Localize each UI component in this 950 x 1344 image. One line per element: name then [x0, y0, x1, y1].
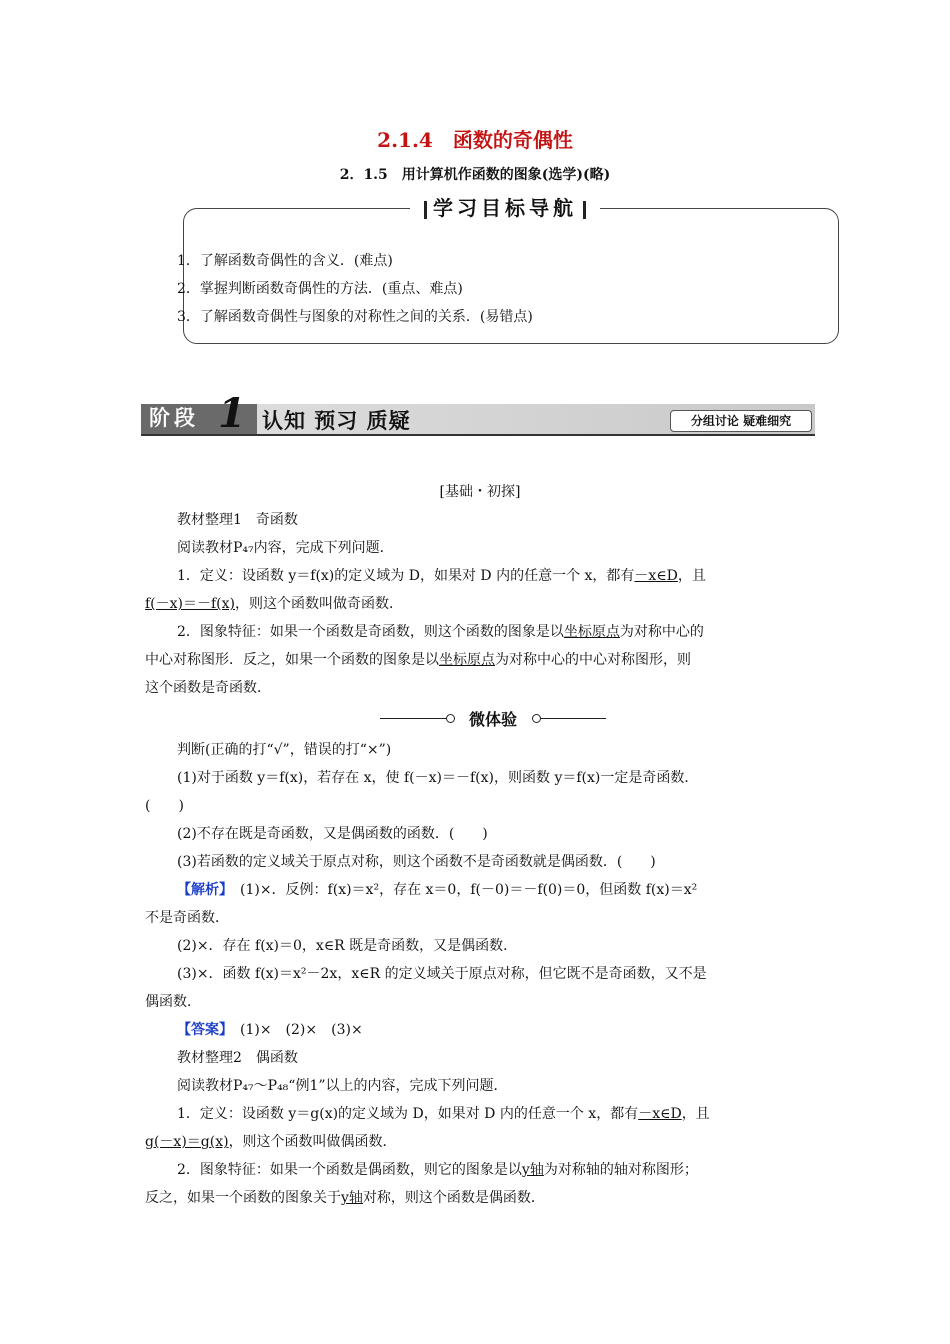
even-graph-feature-cont: 反之，如果一个函数的图象关于y轴对称，则这个函数是偶函数． — [145, 1190, 545, 1206]
heading-bar-right — [583, 201, 586, 219]
analysis-1-cont: 不是奇函数． — [145, 910, 229, 926]
circle-icon — [446, 714, 455, 723]
stage-text: 认知 预习 质疑 — [262, 408, 411, 433]
goal-item: 3．了解函数奇偶性与图象的对称性之间的关系．(易错点) — [177, 309, 533, 325]
question-1-blank: ( ) — [145, 798, 184, 814]
divider — [380, 718, 446, 719]
page-title: 2.1.4 函数的奇偶性 — [377, 128, 573, 152]
question-2: (2)不存在既是奇函数，又是偶函数的函数．( ) — [177, 826, 488, 842]
analysis-3-cont: 偶函数． — [145, 994, 201, 1010]
analysis-label: 【解析】 — [177, 882, 226, 898]
analysis-2: (2)×．存在 f(x)＝0，x∈R 既是奇函数，又是偶函数． — [177, 938, 518, 954]
goal-item: 1．了解函数奇偶性的含义．(难点) — [177, 253, 393, 269]
judge-instruction: 判断(正确的打“√”，错误的打“×”) — [177, 742, 392, 758]
textbook-section-2-title: 教材整理2 偶函数 — [177, 1050, 298, 1066]
odd-graph-feature-cont: 中心对称图形．反之，如果一个函数的图象是以坐标原点为对称中心的中心对称图形，则 — [145, 652, 691, 668]
page-subtitle: 2．1.5 用计算机作函数的图象(选学)(略) — [339, 167, 611, 183]
learning-goals-heading: 学习目标导航 — [410, 194, 600, 222]
section-basics: [基础・初探] — [439, 484, 521, 500]
question-3: (3)若函数的定义域关于原点对称，则这个函数不是奇函数就是偶函数．( ) — [177, 854, 656, 870]
answer: 【答案】 (1)× (2)× (3)× — [177, 1022, 363, 1038]
micro-experience-heading: 微体验 — [380, 707, 606, 731]
analysis-1: 【解析】 (1)×．反例：f(x)＝x²，存在 x＝0，f(－0)＝－f(0)＝0，但函数 f(x)＝x² — [177, 882, 698, 898]
even-graph-feature: 2．图象特征：如果一个函数是偶函数，则它的图象是以y轴为对称轴的轴对称图形； — [177, 1162, 698, 1178]
stage-number: 1 — [218, 390, 246, 437]
question-1: (1)对于函数 y＝f(x)，若存在 x，使 f(－x)＝－f(x)，则函数 y＝f(x)一定是奇函数． — [177, 770, 699, 786]
heading-bar-left — [424, 201, 427, 219]
even-definition: 1．定义：设函数 y＝g(x)的定义域为 D，如果对 D 内的任意一个 x，都有－x∈D，且 — [177, 1106, 710, 1122]
textbook-section-1-title: 教材整理1 奇函数 — [177, 512, 298, 528]
divider — [540, 718, 606, 719]
reading-instruction-2: 阅读教材P₄₇～P₄₈“例1”以上的内容，完成下列问题． — [177, 1078, 508, 1094]
odd-definition-cont: f(－x)＝－f(x)，则这个函数叫做奇函数． — [145, 596, 404, 612]
stage-tag: 分组讨论 疑难细究 — [670, 410, 812, 432]
reading-instruction: 阅读教材P₄₇内容，完成下列问题． — [177, 540, 394, 556]
odd-definition: 1．定义：设函数 y＝f(x)的定义域为 D，如果对 D 内的任意一个 x，都有－x∈D，且 — [177, 568, 706, 584]
answer-label: 【答案】 — [177, 1022, 226, 1038]
goal-item: 2．掌握判断函数奇偶性的方法．(重点、难点) — [177, 281, 463, 297]
analysis-3: (3)×．函数 f(x)＝x²－2x，x∈R 的定义域关于原点对称，但它既不是奇函数，又不是 — [177, 966, 707, 982]
stage-label: 阶段 — [149, 405, 199, 430]
odd-graph-feature-end: 这个函数是奇函数． — [145, 680, 271, 696]
even-definition-cont: g(－x)＝g(x)，则这个函数叫做偶函数． — [145, 1134, 397, 1150]
odd-graph-feature: 2．图象特征：如果一个函数是奇函数，则这个函数的图象是以坐标原点为对称中心的 — [177, 624, 704, 640]
